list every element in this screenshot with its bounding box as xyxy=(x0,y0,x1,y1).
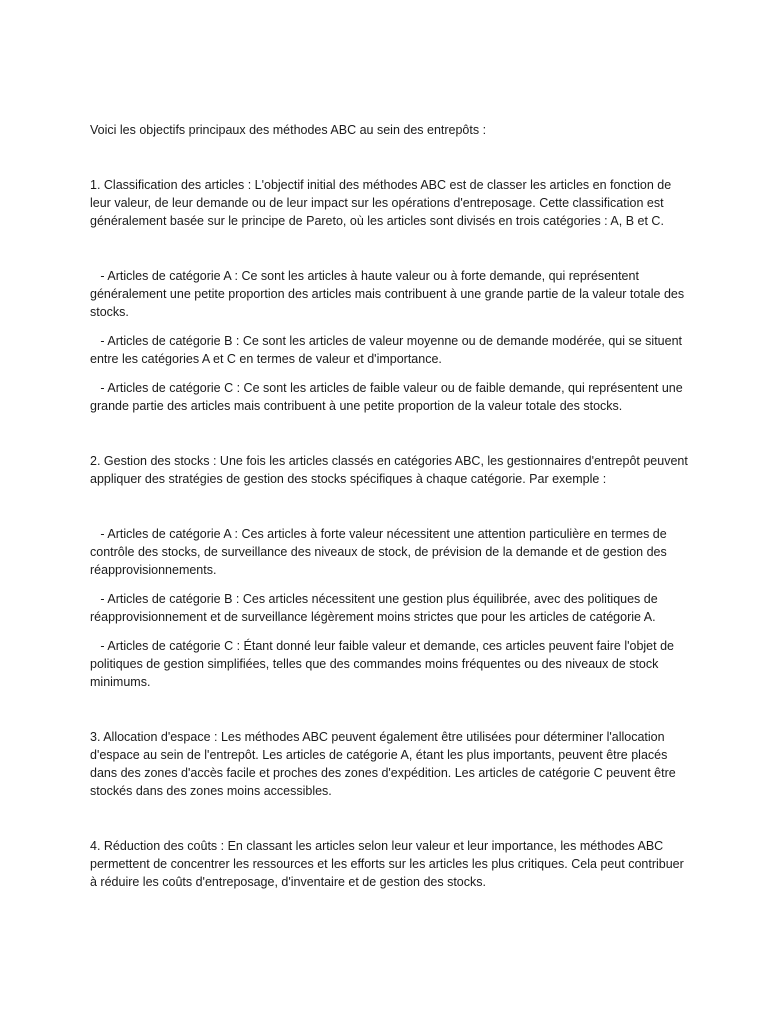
section-4-paragraph: 4. Réduction des coûts : En classant les articles selon leur valeur et leur importance, les méthodes ABC permettent de concentrer les ressources et les efforts sur les articles les plus critiques. Cela peut contribuer à réduire les coûts d'entreposage, d'inventaire et de gestion des stocks. xyxy=(90,839,684,889)
document-body xyxy=(90,121,688,891)
section-2-item-a: - Articles de catégorie A : Ces articles à forte valeur nécessitent une attention particulière en termes de contrôle des stocks, de surveillance des niveaux de stock, de prévision de la demande et de gestion des réapprovisionnements. xyxy=(90,527,667,577)
section-3-paragraph: 3. Allocation d'espace : Les méthodes ABC peuvent également être utilisées pour déterminer l'allocation d'espace au sein de l'entrepôt. Les articles de catégorie A, étant les plus importants, peuvent être placés dans des zones d'accès facile et proches des zones d'expédition. Les articles de catégorie C peuvent être stockés dans des zones moins accessibles. xyxy=(90,730,676,798)
section-2-paragraph: 2. Gestion des stocks : Une fois les articles classés en catégories ABC, les gestionnaires d'entrepôt peuvent appliquer des stratégies de gestion des stocks spécifiques à chaque catégorie. Par exemple : xyxy=(90,454,688,486)
intro-paragraph: Voici les objectifs principaux des méthodes ABC au sein des entrepôts : xyxy=(90,123,487,137)
section-1-paragraph: 1. Classification des articles : L'objectif initial des méthodes ABC est de classer les articles en fonction de leur valeur, de leur demande ou de leur impact sur les opérations d'entreposage. Cette classification est généralement basée sur le principe de Pareto, où les articles sont divisés en trois catégories : A, B et C. xyxy=(90,178,672,228)
section-1-item-a: - Articles de catégorie A : Ce sont les articles à haute valeur ou à forte demande, qui représentent généralement une petite proportion des articles mais contribuent à une grande partie de la valeur totale des stocks. xyxy=(90,269,685,319)
section-2-item-b: - Articles de catégorie B : Ces articles nécessitent une gestion plus équilibrée, avec des politiques de réapprovisionnement et de surveillance légèrement moins strictes que pour les articles de catégorie A. xyxy=(90,592,658,624)
section-2-item-c: - Articles de catégorie C : Étant donné leur faible valeur et demande, ces articles peuvent faire l'objet de politiques de gestion simplifiées, telles que des commandes moins fréquentes ou des niveaux de stock minimums. xyxy=(90,639,674,689)
section-1-item-c: - Articles de catégorie C : Ce sont les articles de faible valeur ou de faible demande, qui représentent une grande partie des articles mais contribuent à une petite proportion de la valeur totale des stocks. xyxy=(90,381,683,413)
section-1-item-b: - Articles de catégorie B : Ce sont les articles de valeur moyenne ou de demande modérée, qui se situent entre les catégories A et C en termes de valeur et d'importance. xyxy=(90,334,682,366)
